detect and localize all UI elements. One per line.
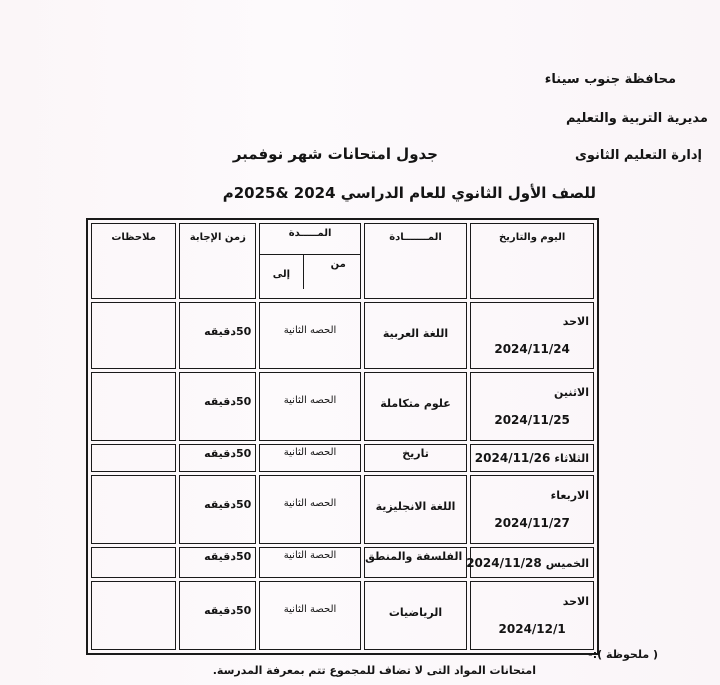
table-row	[91, 372, 594, 441]
date-label: 2024/11/28	[466, 555, 542, 570]
day-date-cell	[470, 475, 594, 544]
header-subject: المـــــــادة	[364, 223, 467, 299]
notes-cell	[91, 547, 176, 577]
date-label: 2024/11/25	[494, 412, 570, 427]
period-cell: الحصه الثانية	[259, 444, 360, 472]
answer-time-cell: 50دقيقه	[179, 302, 256, 369]
answer-time-cell: 50دقيقه	[179, 372, 256, 441]
header-day-date: اليوم والتاريخ	[470, 223, 594, 299]
subject-cell: اللغة الانجليزية	[364, 475, 467, 544]
header-duration-title: المـــــدة	[260, 224, 359, 255]
answer-time-cell: 50دقيقه	[179, 475, 256, 544]
day-label: الاحد	[562, 594, 589, 608]
date-label: 2024/11/24	[494, 341, 570, 356]
header-from: من	[303, 255, 360, 289]
header-duration	[259, 223, 360, 299]
header-notes: ملاحظات	[91, 223, 176, 299]
notes-cell	[91, 444, 176, 472]
table-row	[91, 547, 594, 577]
day-date-cell	[470, 302, 594, 369]
header-to: إلى	[272, 269, 291, 280]
governorate-label: محافظة جنوب سيناء	[544, 72, 676, 87]
answer-time-cell: 50دقيقه	[179, 547, 256, 577]
notes-cell	[91, 475, 176, 544]
table-row	[91, 302, 594, 369]
day-date-cell	[470, 444, 594, 472]
note-text: امتحانات المواد التى لا تضاف للمجموع تتم بمعرفة المدرسة.	[212, 664, 536, 677]
notes-cell	[91, 302, 176, 369]
table-row	[91, 475, 594, 544]
day-label: الاحد	[562, 314, 589, 328]
page-title: جدول امتحانات شهر نوفمبر	[232, 145, 438, 163]
subject-cell: الرياضيات	[364, 581, 467, 650]
administration-label: إدارة التعليم الثانوى	[574, 148, 702, 163]
notes-cell	[91, 581, 176, 650]
subject-cell: الفلسفة والمنطق	[364, 547, 467, 577]
answer-time-cell: 50دقيقه	[179, 444, 256, 472]
day-label: الاثنين	[554, 385, 589, 399]
period-cell: الحصه الثانية	[259, 302, 360, 369]
notes-cell	[91, 372, 176, 441]
day-label: الثلاثاء	[554, 452, 589, 466]
period-cell: الحصه الثانية	[259, 475, 360, 544]
table-row	[91, 444, 594, 472]
answer-time-cell: 50دقيقه	[179, 581, 256, 650]
exam-schedule-table	[86, 218, 599, 655]
date-label: 2024/11/26	[474, 451, 551, 466]
subject-cell: علوم متكاملة	[364, 372, 467, 441]
table-header-row	[91, 223, 594, 299]
subject-cell: تاريخ	[364, 444, 467, 472]
table-row	[91, 581, 594, 650]
period-cell: الحصه الثانية	[259, 372, 360, 441]
header-answer-time: زمن الإجابة	[179, 223, 256, 299]
date-label: 2024/12/1	[498, 621, 566, 636]
day-date-cell	[466, 547, 594, 577]
period-cell: الحصة الثانية	[259, 547, 360, 577]
page-subtitle: للصف الأول الثانوي للعام الدراسي 2024 &2025م	[222, 184, 596, 202]
day-date-cell	[470, 372, 594, 441]
date-label: 2024/11/27	[494, 516, 570, 531]
period-cell: الحصة الثانية	[259, 581, 360, 650]
day-label: الاربعاء	[550, 489, 589, 503]
day-label: الخميس	[545, 556, 589, 570]
directorate-label: مديرية التربية والتعليم	[565, 111, 708, 126]
note-label: ( ملحوظة ):-	[588, 648, 658, 661]
day-date-cell	[470, 581, 594, 650]
subject-cell: اللغة العربية	[364, 302, 467, 369]
